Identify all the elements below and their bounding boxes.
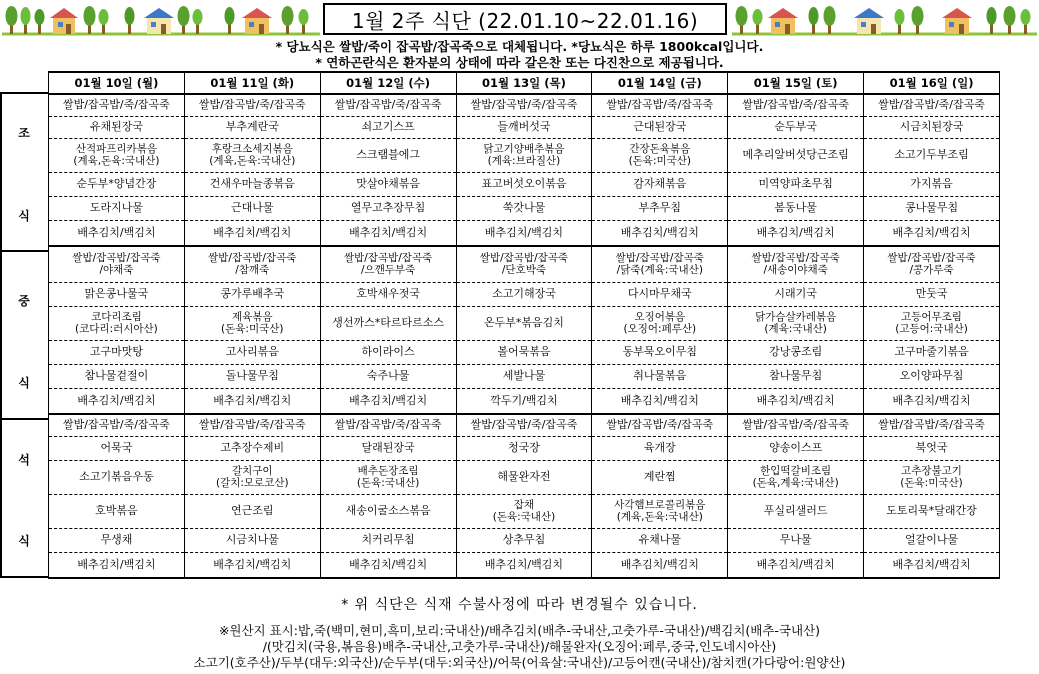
lunch-menu-cell: 동부묵오이무침 xyxy=(592,340,728,364)
dinner-row xyxy=(49,552,1000,578)
lunch-menu-cell: 만둣국 xyxy=(864,282,1000,306)
lunch-menu-cell: 돌나물무침 xyxy=(184,364,320,388)
breakfast-menu-cell: 후랑크소세지볶음 (계육,돈육:국내산) xyxy=(184,138,320,172)
meal-label-separator xyxy=(0,418,48,420)
lunch-menu-cell: 쌀밥/잡곡밥/잡곡죽 /으깬두부죽 xyxy=(320,246,456,282)
dinner-row xyxy=(49,528,1000,552)
dinner-menu-cell: 해물완자전 xyxy=(456,460,592,494)
lunch-menu-cell: 오징어볶음 (오징어:페루산) xyxy=(592,306,728,340)
page-title: 1월 2주 식단 (22.01.10~22.01.16) xyxy=(323,3,727,35)
breakfast-label-2: 식 xyxy=(18,209,30,223)
dinner-menu-cell: 배추김치/백김치 xyxy=(728,552,864,578)
note-dysphagia: * 연하곤란식은 환자분의 상태에 따라 갈은찬 또는 다진찬으로 제공됩니다. xyxy=(315,55,724,70)
breakfast-menu-cell: 표고버섯오이볶음 xyxy=(456,172,592,196)
dinner-menu-cell: 육개장 xyxy=(592,436,728,460)
breakfast-label-1: 조 xyxy=(18,126,30,140)
weekly-menu-table xyxy=(48,71,1000,579)
lunch-menu-cell: 온두부*볶음김치 xyxy=(456,306,592,340)
dinner-menu-cell: 갈치구이 (갈치:모로코산) xyxy=(184,460,320,494)
lunch-menu-cell: 고구마줄기볶음 xyxy=(864,340,1000,364)
origin-line: 소고기(호주산)/두부(대두:외국산)/순두부(대두:외국산)/어묵(어육살:국내산)/고등어캔(국내산)/참치캔(가다랑어:원양산) xyxy=(193,655,846,670)
dinner-menu-cell: 푸실리샐러드 xyxy=(728,494,864,528)
lunch-menu-cell: 세발나물 xyxy=(456,364,592,388)
breakfast-menu-cell: 미역양파초무침 xyxy=(728,172,864,196)
lunch-menu-cell: 제육볶음 (돈육:미국산) xyxy=(184,306,320,340)
breakfast-menu-cell: 들깨버섯국 xyxy=(456,116,592,138)
dinner-menu-cell: 배추김치/백김치 xyxy=(49,552,185,578)
breakfast-menu-cell: 맛살야채볶음 xyxy=(320,172,456,196)
dinner-menu-cell: 달래된장국 xyxy=(320,436,456,460)
header xyxy=(0,0,1039,40)
lunch-menu-cell: 볼어묵볶음 xyxy=(456,340,592,364)
dinner-row xyxy=(49,460,1000,494)
lunch-menu-cell: 고등어무조림 (고등어:국내산) xyxy=(864,306,1000,340)
meal-label-separator xyxy=(0,250,48,252)
dinner-menu-cell: 배추김치/백김치 xyxy=(864,552,1000,578)
lunch-menu-cell: 배추김치/백김치 xyxy=(864,388,1000,414)
breakfast-menu-cell: 소고기두부조림 xyxy=(864,138,1000,172)
dinner-menu-cell: 배추돈장조림 (돈육:국내산) xyxy=(320,460,456,494)
dinner-menu-cell: 쌀밥/잡곡밥/죽/잡곡죽 xyxy=(592,414,728,436)
dinner-menu-cell: 얼갈이나물 xyxy=(864,528,1000,552)
dinner-label-2: 식 xyxy=(18,534,30,548)
origin-info xyxy=(0,623,1039,671)
lunch-menu-cell: 오이양파무침 xyxy=(864,364,1000,388)
dinner-menu-cell: 치커리무침 xyxy=(320,528,456,552)
breakfast-row xyxy=(49,172,1000,196)
dinner-menu-cell: 새송이굴소스볶음 xyxy=(320,494,456,528)
dinner-menu-cell: 시금치나물 xyxy=(184,528,320,552)
lunch-menu-cell: 하이라이스 xyxy=(320,340,456,364)
breakfast-menu-cell: 쌀밥/잡곡밥/죽/잡곡죽 xyxy=(864,94,1000,116)
lunch-menu-cell: 쌀밥/잡곡밥/잡곡죽 /참깨죽 xyxy=(184,246,320,282)
date-header: 01월 10일 (월) xyxy=(49,72,185,94)
lunch-menu-cell: 취나물볶음 xyxy=(592,364,728,388)
breakfast-menu-cell: 쌀밥/잡곡밥/죽/잡곡죽 xyxy=(728,94,864,116)
breakfast-row xyxy=(49,116,1000,138)
dinner-menu-cell: 배추김치/백김치 xyxy=(320,552,456,578)
notes xyxy=(0,39,1039,71)
dinner-menu-cell: 소고기볶음우동 xyxy=(49,460,185,494)
dinner-menu-cell: 쌀밥/잡곡밥/죽/잡곡죽 xyxy=(184,414,320,436)
lunch-menu-cell: 숙주나물 xyxy=(320,364,456,388)
breakfast-menu-cell: 배추김치/백김치 xyxy=(592,220,728,246)
lunch-menu-cell: 배추김치/백김치 xyxy=(592,388,728,414)
lunch-menu-cell: 참나물겉절이 xyxy=(49,364,185,388)
lunch-menu-cell: 쌀밥/잡곡밥/잡곡죽 /닭죽(계육:국내산) xyxy=(592,246,728,282)
breakfast-menu-cell: 쑥갓나물 xyxy=(456,196,592,220)
date-header-row xyxy=(49,72,1000,94)
dinner-menu-cell: 유채나물 xyxy=(592,528,728,552)
dinner-menu-cell: 상추무침 xyxy=(456,528,592,552)
dinner-menu-cell: 무생채 xyxy=(49,528,185,552)
lunch-menu-cell: 소고기해장국 xyxy=(456,282,592,306)
dinner-menu-cell: 양송이스프 xyxy=(728,436,864,460)
lunch-row xyxy=(49,246,1000,282)
breakfast-menu-cell: 봄동나물 xyxy=(728,196,864,220)
dinner-menu-cell: 배추김치/백김치 xyxy=(592,552,728,578)
note-diabetic: * 당뇨식은 쌀밥/죽이 잡곡밥/잡곡죽으로 대체됩니다. *당뇨식은 하루 1800kcal입니다. xyxy=(275,39,764,54)
dinner-menu-cell: 한입떡갈비조림 (돈육,계육:국내산) xyxy=(728,460,864,494)
breakfast-menu-cell: 스크램블에그 xyxy=(320,138,456,172)
lunch-menu-cell: 콩가루배추국 xyxy=(184,282,320,306)
breakfast-menu-cell: 배추김치/백김치 xyxy=(728,220,864,246)
date-header: 01월 13일 (목) xyxy=(456,72,592,94)
breakfast-menu-cell: 열무고추장무침 xyxy=(320,196,456,220)
lunch-menu-cell: 호박새우젓국 xyxy=(320,282,456,306)
breakfast-menu-cell: 도라지나물 xyxy=(49,196,185,220)
meal-label-column xyxy=(0,92,48,578)
dinner-menu-cell: 쌀밥/잡곡밥/죽/잡곡죽 xyxy=(456,414,592,436)
lunch-row xyxy=(49,388,1000,414)
dinner-menu-cell: 청국장 xyxy=(456,436,592,460)
lunch-menu-cell: 쌀밥/잡곡밥/잡곡죽 /콩가루죽 xyxy=(864,246,1000,282)
breakfast-row xyxy=(49,220,1000,246)
lunch-menu-cell: 배추김치/백김치 xyxy=(320,388,456,414)
dinner-menu-cell: 배추김치/백김치 xyxy=(184,552,320,578)
dinner-menu-cell: 도토리묵*달래간장 xyxy=(864,494,1000,528)
breakfast-menu-cell: 배추김치/백김치 xyxy=(49,220,185,246)
lunch-menu-cell: 쌀밥/잡곡밥/잡곡죽 /단호박죽 xyxy=(456,246,592,282)
breakfast-menu-cell: 산적파프리카볶음 (계육,돈육:국내산) xyxy=(49,138,185,172)
date-header: 01월 14일 (금) xyxy=(592,72,728,94)
breakfast-menu-cell: 순두부국 xyxy=(728,116,864,138)
dinner-menu-cell: 쌀밥/잡곡밥/죽/잡곡죽 xyxy=(49,414,185,436)
date-header: 01월 11일 (화) xyxy=(184,72,320,94)
origin-line: ※원산지 표시:밥,죽(백미,현미,흑미,보리:국내산)/배추김치(배추-국내산,고춧가루-국내산)/백김치(배추-국내산) xyxy=(218,623,821,638)
dinner-menu-cell: 쌀밥/잡곡밥/죽/잡곡죽 xyxy=(320,414,456,436)
breakfast-menu-cell: 쇠고기스프 xyxy=(320,116,456,138)
lunch-menu-cell: 쌀밥/잡곡밥/잡곡죽 /야채죽 xyxy=(49,246,185,282)
breakfast-menu-cell: 부추계란국 xyxy=(184,116,320,138)
lunch-menu-cell: 쌀밥/잡곡밥/잡곡죽 /새송이야채죽 xyxy=(728,246,864,282)
breakfast-menu-cell: 닭고기양배추볶음 (계육:브라질산) xyxy=(456,138,592,172)
dinner-label-1: 석 xyxy=(18,453,30,467)
lunch-menu-cell: 시래기국 xyxy=(728,282,864,306)
dinner-menu-cell: 쌀밥/잡곡밥/죽/잡곡죽 xyxy=(864,414,1000,436)
dinner-menu-cell: 고추장수제비 xyxy=(184,436,320,460)
breakfast-menu-cell: 가지볶음 xyxy=(864,172,1000,196)
lunch-menu-cell: 배추김치/백김치 xyxy=(49,388,185,414)
lunch-menu-cell: 고사리볶음 xyxy=(184,340,320,364)
lunch-menu-cell: 코다리조림 (코다리:러시아산) xyxy=(49,306,185,340)
breakfast-menu-cell: 유채된장국 xyxy=(49,116,185,138)
lunch-menu-cell: 배추김치/백김치 xyxy=(184,388,320,414)
dinner-menu-cell: 배추김치/백김치 xyxy=(456,552,592,578)
breakfast-menu-cell: 쌀밥/잡곡밥/죽/잡곡죽 xyxy=(320,94,456,116)
dinner-menu-cell: 연근조림 xyxy=(184,494,320,528)
breakfast-menu-cell: 근대나물 xyxy=(184,196,320,220)
breakfast-menu-cell: 쌀밥/잡곡밥/죽/잡곡죽 xyxy=(184,94,320,116)
lunch-row xyxy=(49,282,1000,306)
breakfast-menu-cell: 배추김치/백김치 xyxy=(184,220,320,246)
breakfast-menu-cell: 콩나물무침 xyxy=(864,196,1000,220)
breakfast-menu-cell: 쌀밥/잡곡밥/죽/잡곡죽 xyxy=(49,94,185,116)
breakfast-row xyxy=(49,94,1000,116)
breakfast-row xyxy=(49,138,1000,172)
lunch-menu-cell: 다시마무채국 xyxy=(592,282,728,306)
breakfast-menu-cell: 배추김치/백김치 xyxy=(456,220,592,246)
breakfast-menu-cell: 시금치된장국 xyxy=(864,116,1000,138)
dinner-menu-cell: 무나물 xyxy=(728,528,864,552)
dinner-menu-cell: 호박볶음 xyxy=(49,494,185,528)
breakfast-menu-cell: 부추무침 xyxy=(592,196,728,220)
breakfast-menu-cell: 순두부*양념간장 xyxy=(49,172,185,196)
lunch-menu-cell: 참나물무침 xyxy=(728,364,864,388)
dinner-menu-cell: 북엇국 xyxy=(864,436,1000,460)
dinner-menu-cell: 쌀밥/잡곡밥/죽/잡곡죽 xyxy=(728,414,864,436)
lunch-label-2: 식 xyxy=(18,376,30,390)
date-header: 01월 12일 (수) xyxy=(320,72,456,94)
lunch-menu-cell: 맑은콩나물국 xyxy=(49,282,185,306)
breakfast-menu-cell: 감자채볶음 xyxy=(592,172,728,196)
breakfast-menu-cell: 간장돈육볶음 (돈육:미국산) xyxy=(592,138,728,172)
date-header: 01월 15일 (토) xyxy=(728,72,864,94)
dinner-row xyxy=(49,436,1000,460)
origin-line: /(맛김치(국용,볶음용)배추-국내산,고춧가루-국내산)/해물완자(오징어:페루,중국,인도네시아산) xyxy=(262,639,777,654)
dinner-menu-cell: 어묵국 xyxy=(49,436,185,460)
lunch-menu-cell: 고구마맛탕 xyxy=(49,340,185,364)
breakfast-menu-cell: 쌀밥/잡곡밥/죽/잡곡죽 xyxy=(456,94,592,116)
breakfast-menu-cell: 배추김치/백김치 xyxy=(320,220,456,246)
lunch-row xyxy=(49,306,1000,340)
lunch-menu-cell: 깍두기/백김치 xyxy=(456,388,592,414)
dinner-menu-cell: 계란찜 xyxy=(592,460,728,494)
dinner-row xyxy=(49,414,1000,436)
lunch-menu-cell: 강낭콩조림 xyxy=(728,340,864,364)
lunch-menu-cell: 닭가슴살카레볶음 (계육:국내산) xyxy=(728,306,864,340)
breakfast-menu-cell: 메추리알버섯당근조림 xyxy=(728,138,864,172)
breakfast-row xyxy=(49,196,1000,220)
date-header: 01월 16일 (일) xyxy=(864,72,1000,94)
lunch-menu-cell: 배추김치/백김치 xyxy=(728,388,864,414)
breakfast-menu-cell: 배추김치/백김치 xyxy=(864,220,1000,246)
lunch-row xyxy=(49,364,1000,388)
lunch-row xyxy=(49,340,1000,364)
breakfast-menu-cell: 쌀밥/잡곡밥/죽/잡곡죽 xyxy=(592,94,728,116)
dinner-menu-cell: 고추장불고기 (돈육:미국산) xyxy=(864,460,1000,494)
dinner-menu-cell: 잡채 (돈육:국내산) xyxy=(456,494,592,528)
change-notice: * 위 식단은 식재 수불사정에 따라 변경될수 있습니다. xyxy=(341,597,698,613)
lunch-menu-cell: 생선까스*타르타르소스 xyxy=(320,306,456,340)
dinner-row xyxy=(49,494,1000,528)
trees-houses-left-decoration xyxy=(2,2,320,36)
dinner-menu-cell: 사각햄브로콜리볶음 (계육,돈육:국내산) xyxy=(592,494,728,528)
breakfast-menu-cell: 건새우마늘종볶음 xyxy=(184,172,320,196)
lunch-label-1: 중 xyxy=(18,294,30,308)
breakfast-menu-cell: 근대된장국 xyxy=(592,116,728,138)
trees-houses-right-decoration xyxy=(732,2,1037,36)
